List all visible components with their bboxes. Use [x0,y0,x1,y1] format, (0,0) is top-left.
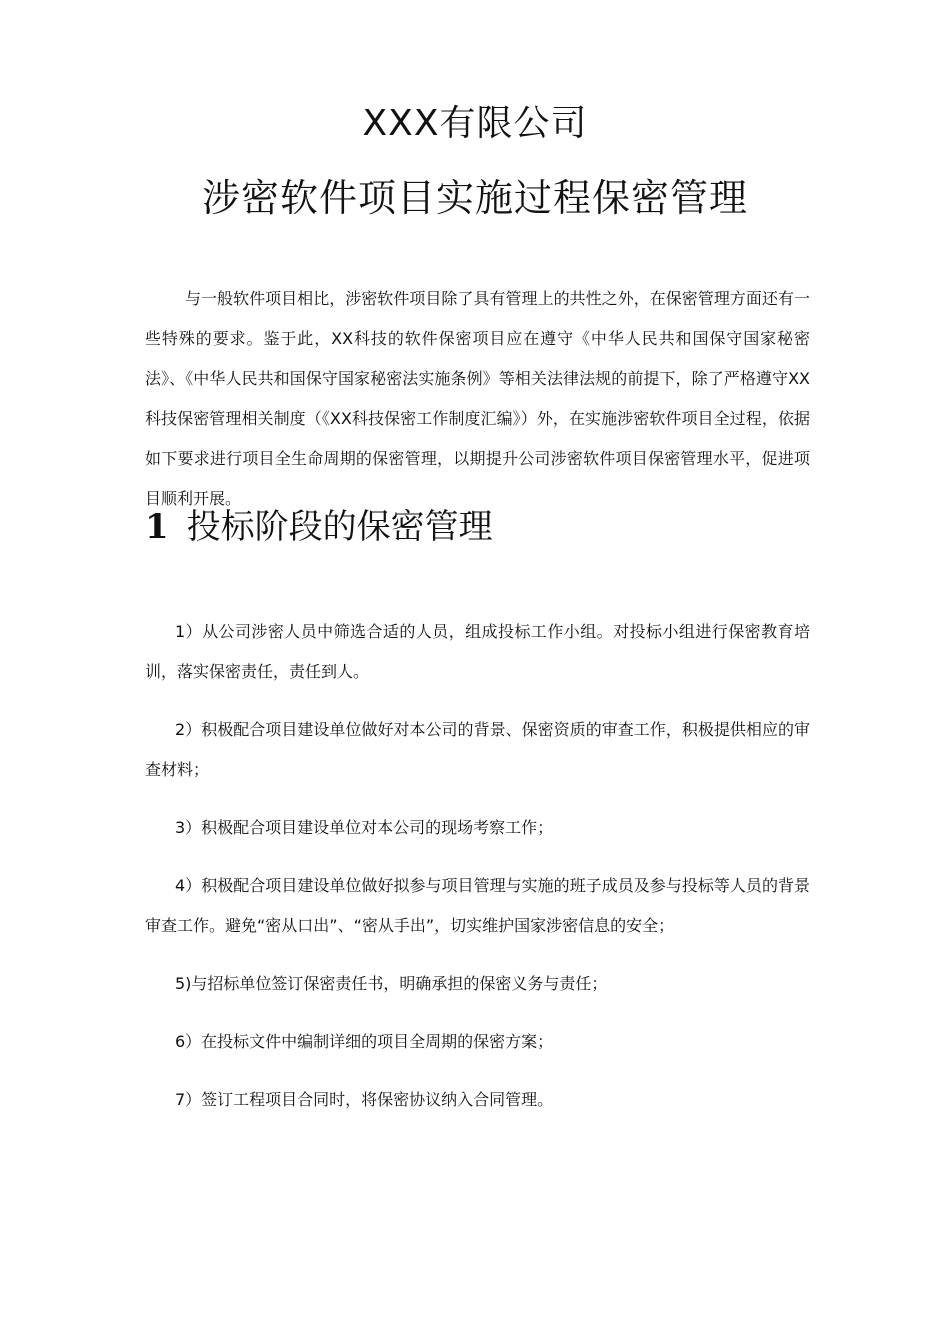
document-title-subject: 涉密软件项目实施过程保密管理 [201,176,748,220]
intro-paragraph: 与一般软件项目相比，涉密软件项目除了具有管理上的共性之外，在保密管理方面还有一些特殊的要求。鉴于此，XX科技的软件保密项目应在遵守《中华人民共和国保守国家秘密法》、《中华人民共和国保守国家秘密法实施条例》等相关法律法规的前提下，除了严格遵守XX科技保密管理相关制度（《XX科技保密工作制度汇编》）外，在实施涉密软件项目全过程，依据如下要求进行项目全生命周期的保密管理，以期提升公司涉密软件项目保密管理水平，促进项目顺利开展。 [145,289,810,508]
requirement-item-6: 6）在投标文件中编制详细的项目全周期的保密方案； [175,1032,554,1051]
requirement-item-3: 3）积极配合项目建设单位对本公司的现场考察工作； [175,818,554,837]
requirement-item-5: 5)与招标单位签订保密责任书，明确承担的保密义务与责任； [175,974,608,993]
document-title-company: XXX有限公司 [362,103,588,144]
section-number: 1 [145,507,169,547]
requirement-item-4: 4）积极配合项目建设单位做好拟参与项目管理与实施的班子成员及参与投标等人员的背景审查工作。避免“密从口出”、“密从手出”，切实维护国家涉密信息的安全； [145,876,810,935]
requirement-item-1: 1）从公司涉密人员中筛选合适的人员，组成投标工作小组。对投标小组进行保密教育培训，落实保密责任，责任到人。 [145,622,810,681]
section-title: 投标阶段的保密管理 [186,507,493,547]
requirement-item-2: 2）积极配合项目建设单位做好对本公司的背景、保密资质的审查工作，积极提供相应的审查材料； [145,720,810,779]
section-heading-bidding [145,500,810,554]
requirement-item-7: 7）签订工程项目合同时，将保密协议纳入合同管理。 [175,1090,554,1109]
